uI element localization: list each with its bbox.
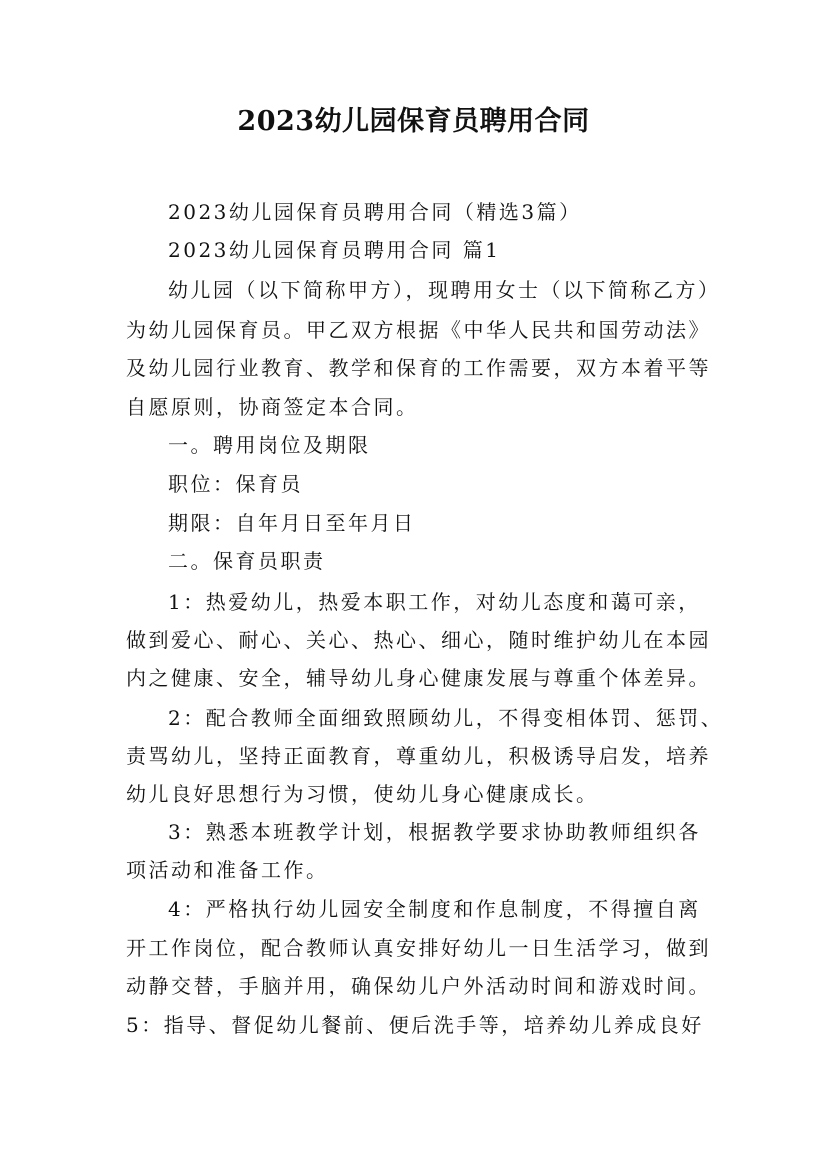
doc-line: 为幼儿园保育员。甲乙双方根据《中华人民共和国劳动法》 <box>126 318 711 342</box>
doc-line: 2：配合教师全面细致照顾幼儿，不得变相体罚、惩罚、 <box>168 706 724 730</box>
document-title: 2023幼儿园保育员聘用合同 <box>237 106 590 137</box>
doc-line: 二。保育员职责 <box>168 549 326 573</box>
doc-line: 内之健康、安全，辅导幼儿身心健康发展与尊重个体差异。 <box>126 666 711 690</box>
doc-line: 5：指导、督促幼儿餐前、便后洗手等，培养幼儿养成良好 <box>126 1013 704 1037</box>
doc-line: 做到爱心、耐心、关心、热心、细心，随时维护幼儿在本园 <box>126 628 711 652</box>
doc-line: 责骂幼儿，坚持正面教育，尊重幼儿，积极诱导启发，培养 <box>126 744 711 768</box>
doc-line: 4：严格执行幼儿园安全制度和作息制度，不得擅自离 <box>168 897 701 921</box>
doc-line: 一。聘用岗位及期限 <box>168 433 371 457</box>
doc-line: 及幼儿园行业教育、教学和保育的工作需要，双方本着平等 <box>126 356 711 380</box>
doc-line: 开工作岗位，配合教师认真安排好幼儿一日生活学习，做到 <box>126 936 711 960</box>
doc-line: 1：热爱幼儿，热爱本职工作，对幼儿态度和蔼可亲， <box>168 590 701 614</box>
doc-line: 动静交替，手脑并用，确保幼儿户外活动时间和游戏时间。 <box>126 974 711 998</box>
doc-line: 期限：自年月日至年月日 <box>168 511 416 535</box>
doc-line: 2023幼儿园保育员聘用合同（精选3篇） <box>168 200 582 224</box>
doc-line: 幼儿良好思想行为习惯，使幼儿身心健康成长。 <box>126 782 599 806</box>
doc-line: 2023幼儿园保育员聘用合同 篇1 <box>168 238 501 262</box>
doc-line: 自愿原则，协商签定本合同。 <box>126 395 419 419</box>
doc-line: 幼儿园（以下简称甲方），现聘用女士（以下简称乙方） <box>168 278 721 302</box>
doc-line: 职位：保育员 <box>168 472 303 496</box>
doc-line: 3：熟悉本班教学计划，根据教学要求协助教师组织各 <box>168 820 701 844</box>
doc-line: 项活动和准备工作。 <box>126 858 329 882</box>
